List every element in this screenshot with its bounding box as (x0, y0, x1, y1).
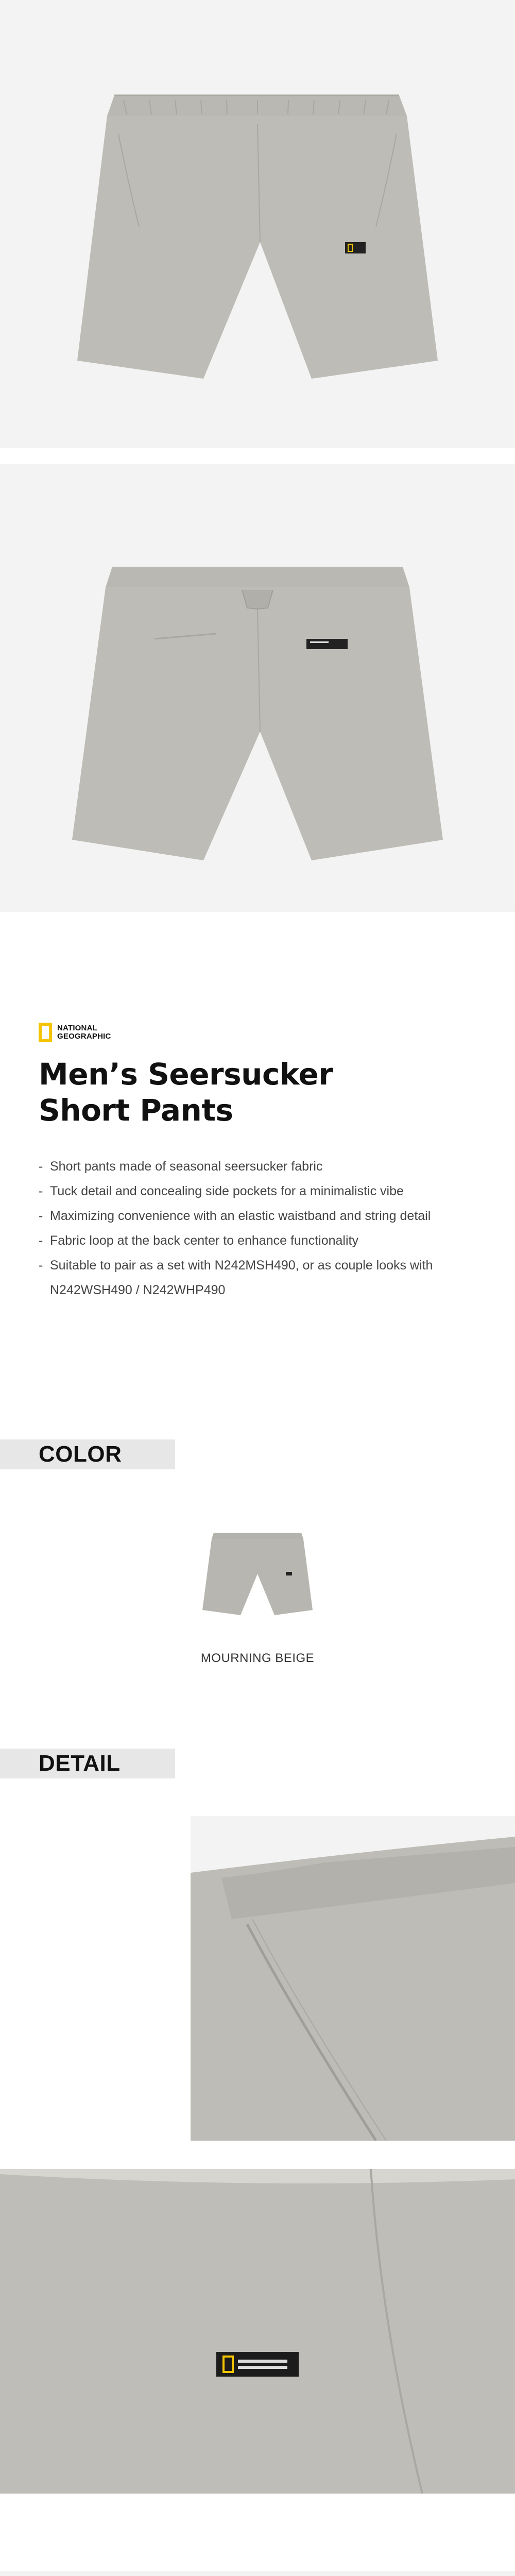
feature-item (39, 1253, 492, 1302)
waistband-detail-illustration (0, 2571, 515, 2576)
product-title-line1: Men’s Seersucker (39, 1057, 333, 1092)
product-back-image (0, 464, 515, 912)
brand-logo (39, 1023, 111, 1042)
color-option-name: MOURNING BEIGE (200, 1651, 315, 1665)
brand-wordmark-line2: GEOGRAPHIC (57, 1032, 111, 1041)
pocket-detail-illustration (191, 1816, 515, 2141)
feature-list (39, 1154, 492, 1302)
feature-item (39, 1204, 492, 1228)
color-swatch-image[interactable] (193, 1522, 322, 1620)
yellow-frame-icon (39, 1023, 52, 1042)
product-front-image (0, 0, 515, 448)
label-detail-illustration (0, 2169, 515, 2494)
detail-pocket-image (191, 1816, 515, 2141)
feature-text: Fabric loop at the back center to enhance functionality (50, 1233, 358, 1248)
feature-text: Short pants made of seasonal seersucker fabric (50, 1159, 323, 1174)
feature-text: Suitable to pair as a set with N242MSH490, or as couple looks with N242WSH490 / N242WHP490 (50, 1258, 433, 1297)
feature-item (39, 1228, 492, 1253)
color-section-heading: COLOR (39, 1442, 122, 1467)
feature-text: Tuck detail and concealing side pockets for a minimalistic vibe (50, 1184, 404, 1198)
bullet-marker: - (39, 1184, 43, 1198)
detail-waistband-image (0, 2571, 515, 2576)
product-title-line2: Short Pants (39, 1093, 233, 1128)
feature-item (39, 1179, 492, 1204)
product-title (39, 1056, 476, 1128)
detail-label-image (0, 2169, 515, 2494)
detail-section-heading: DETAIL (39, 1751, 121, 1776)
shorts-front-illustration (0, 0, 515, 448)
feature-text: Maximizing convenience with an elastic waistband and string detail (50, 1209, 431, 1223)
bullet-marker: - (39, 1209, 43, 1223)
bullet-marker: - (39, 1233, 43, 1248)
brand-wordmark (57, 1024, 111, 1041)
feature-item (39, 1154, 492, 1179)
bullet-marker: - (39, 1258, 43, 1273)
shorts-thumbnail (193, 1522, 322, 1620)
brand-wordmark-line1: NATIONAL (57, 1024, 97, 1032)
shorts-back-illustration (0, 464, 515, 912)
bullet-marker: - (39, 1159, 43, 1174)
